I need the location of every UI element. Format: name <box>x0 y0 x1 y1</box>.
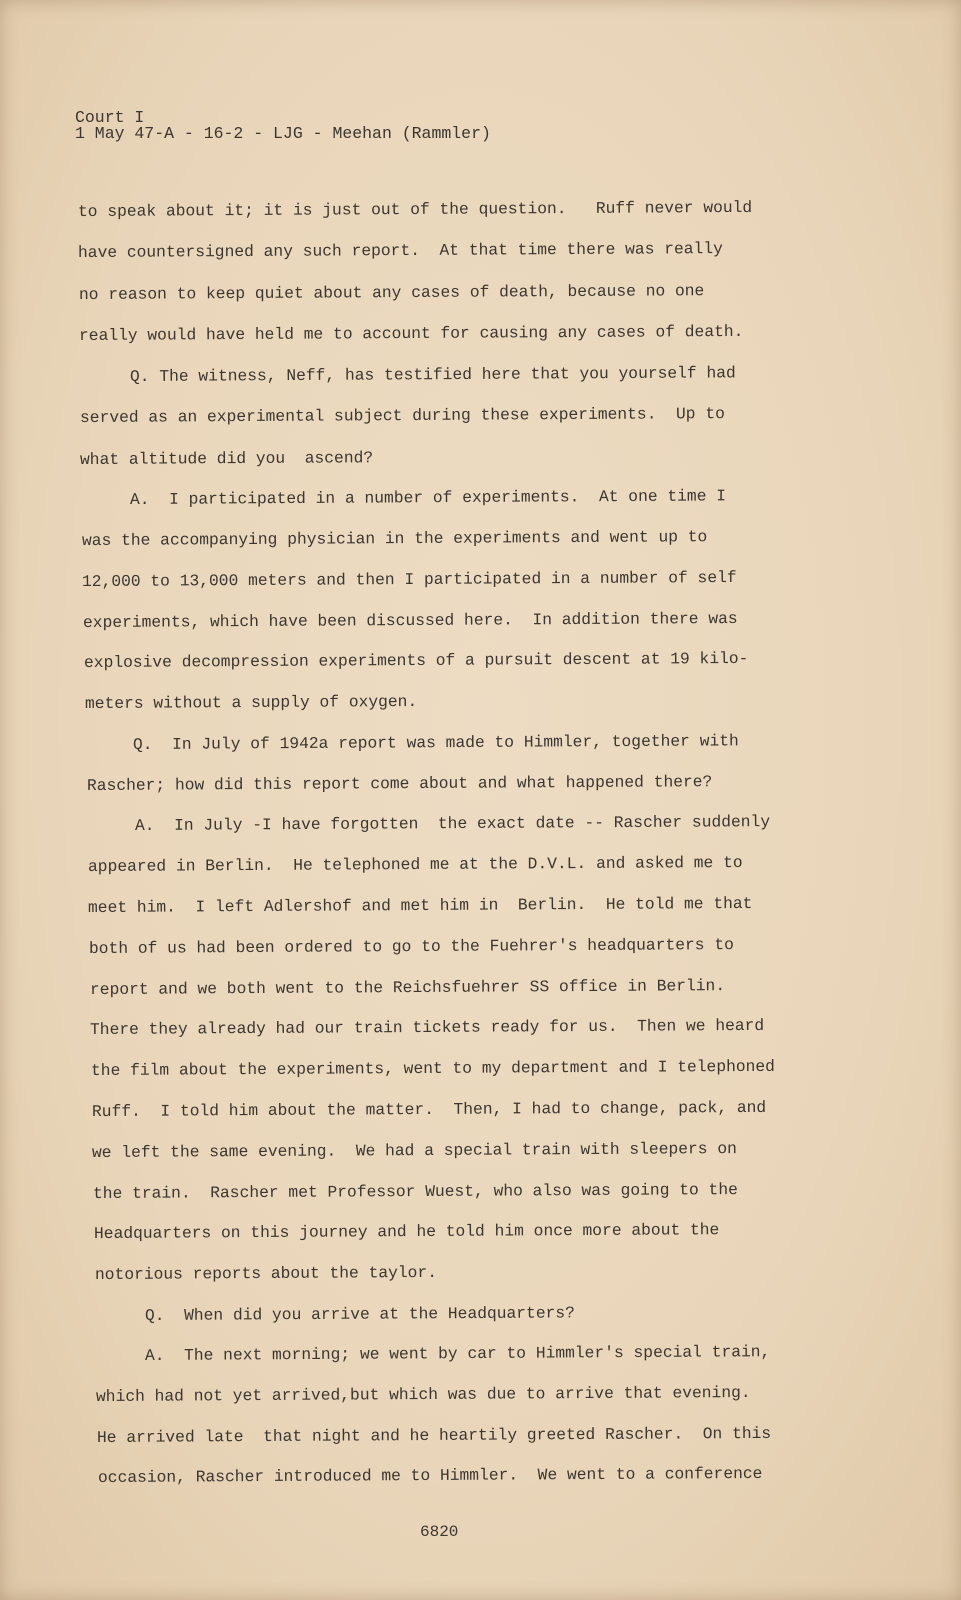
text-line: Q. When did you arrive at the Headquarters? <box>144 1303 575 1325</box>
session-reference: 1 May 47-A - 16-2 - LJG - Meehan (Rammler) <box>75 124 491 143</box>
text-line: was the accompanying physician in the experiments and went up to <box>81 527 708 550</box>
text-line: There they already had our train tickets ready for us. Then we heard <box>89 1015 765 1039</box>
text-line: appeared in Berlin. He telephoned me at the D.V.L. and asked me to <box>87 853 743 876</box>
text-line: experiments, which have been discussed here. In addition there was <box>82 609 738 632</box>
text-line: to speak about it; it is just out of the question. Ruff never would <box>77 197 753 221</box>
text-line: the train. Rascher met Professor Wuest, who also was going to the <box>92 1180 738 1203</box>
text-line: Rascher; how did this report come about and what happened there? <box>86 772 713 795</box>
text-line: occasion, Rascher introduced me to Himmler. We went to a conference <box>97 1463 763 1487</box>
text-line: we left the same evening. We had a special train with sleepers on <box>91 1139 737 1162</box>
page-number: 6820 <box>420 1523 459 1541</box>
text-line: Q. In July of 1942a report was made to Himmler, together with <box>132 731 739 754</box>
text-line: Headquarters on this journey and he told him once more about the <box>93 1220 720 1243</box>
text-line: A. I participated in a number of experiments. At one time I <box>129 486 727 509</box>
text-line: Q. The witness, Neff, has testified here that you yourself had <box>129 363 736 386</box>
text-line: the film about the experiments, went to my department and I telephoned <box>90 1056 775 1080</box>
text-line: both of us had been ordered to go to the Fuehrer's headquarters to <box>88 935 734 958</box>
text-line: really would have held me to account for causing any cases of death. <box>78 321 744 345</box>
text-line: report and we both went to the Reichsfuehrer SS office in Berlin. <box>89 976 726 999</box>
text-line: meters without a supply of oxygen. <box>84 691 418 713</box>
text-line: have countersigned any such report. At that time there was really <box>77 239 723 262</box>
court-label: Court I <box>75 108 145 127</box>
text-line: served as an experimental subject during these experiments. Up to <box>79 404 725 427</box>
text-line: He arrived late that night and he heartily greeted Rascher. On this <box>96 1423 772 1447</box>
text-line: notorious reports about the taylor. <box>94 1262 438 1284</box>
text-line: what altitude did you ascend? <box>79 448 374 469</box>
text-line: A. The next morning; we went by car to Himmler's special train, <box>144 1342 771 1365</box>
text-line: A. In July -I have forgotten the exact date -- Rascher suddenly <box>134 812 771 835</box>
text-line: explosive decompression experiments of a pursuit descent at 19 kilo- <box>83 648 749 672</box>
text-line: Ruff. I told him about the matter. Then, I had to change, pack, and <box>91 1097 767 1121</box>
text-line: which had not yet arrived,but which was due to arrive that evening. <box>95 1383 751 1406</box>
text-line: 12,000 to 13,000 meters and then I participated in a number of self <box>81 568 737 591</box>
text-line: meet him. I left Adlershof and met him in Berlin. He told me that <box>87 893 753 917</box>
text-line: no reason to keep quiet about any cases of death, because no one <box>78 281 705 304</box>
